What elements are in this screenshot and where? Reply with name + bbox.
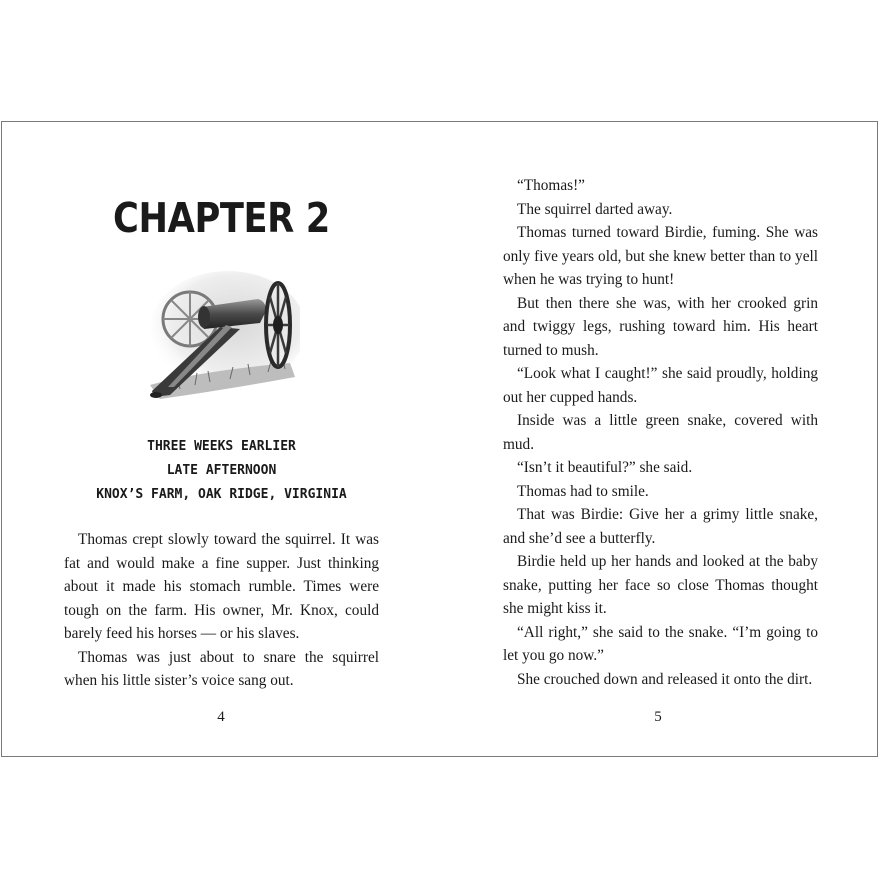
left-page-text [64, 528, 379, 693]
chapter-title: CHAPTER 2 [113, 194, 330, 242]
paragraph: “All right,” she said to the snake. “I’m going to let you go now.” [503, 623, 818, 664]
paragraph: “Isn’t it beautiful?” she said. [517, 459, 693, 476]
paragraph: Thomas turned toward Birdie, fuming. She was only five years old, but she knew better than to yell when he was trying to hunt! [503, 224, 818, 288]
page-number: 4 [217, 709, 225, 725]
paragraph: She crouched down and released it onto the dirt. [517, 670, 813, 688]
right-page [441, 122, 879, 756]
dateline [2, 435, 441, 507]
paragraph: That was Birdie: Give her a grimy little snake, and she’d see a butterfly. [503, 506, 818, 547]
paragraph: Thomas was just about to snare the squirrel when his little sister’s voice sang out. [64, 648, 379, 689]
paragraph: Thomas had to smile. [517, 482, 649, 500]
paragraph: “Look what I caught!” she said proudly, holding out her cupped hands. [503, 365, 818, 406]
dateline-time: THREE WEEKS EARLIER [147, 439, 296, 454]
page-number: 5 [654, 709, 662, 725]
paragraph: But then there she was, with her crooked grin and twiggy legs, rushing toward him. His heart turned to mush. [503, 294, 818, 359]
right-page-text [503, 174, 818, 691]
left-page [2, 122, 441, 756]
dateline-location: KNOX’S FARM, OAK RIDGE, VIRGINIA [96, 487, 347, 502]
paragraph: “Thomas!” [517, 177, 585, 194]
dateline-part-of-day: LATE AFTERNOON [166, 463, 277, 478]
cannon-illustration [140, 267, 300, 412]
paragraph: Thomas crept slowly toward the squirrel. It was fat and would make a fine supper. Just thinking about it made his stomach rumble. Times were tough on the farm. His owner, Mr. Knox, could barely feed his horses — or his slaves. [64, 531, 379, 642]
paragraph: Inside was a little green snake, covered with mud. [503, 412, 818, 453]
paragraph: The squirrel darted away. [517, 200, 673, 218]
paragraph: Birdie held up her hands and looked at the baby snake, putting her face so close Thomas thought she might kiss it. [503, 553, 818, 617]
book-spread [1, 121, 878, 757]
